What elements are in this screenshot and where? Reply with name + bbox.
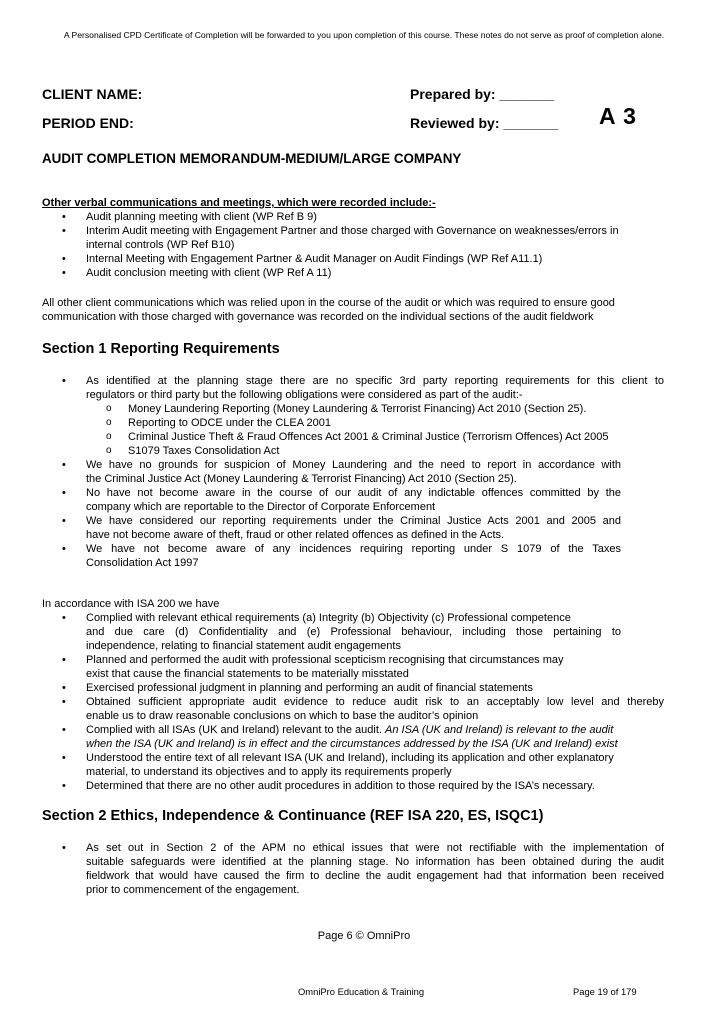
- bullet-icon: •: [62, 696, 66, 708]
- page-count: Page 19 of 179: [573, 986, 637, 997]
- bullet-icon: •: [62, 375, 66, 387]
- list-item: • Planned and performed the audit with professional scepticism recognising that circumstances may exist that cause the financial statements to be materially misstated: [62, 654, 564, 680]
- page-note: Page 6 © OmniPro: [317, 930, 411, 942]
- circle-bullet-icon: o: [106, 431, 112, 442]
- sub-list-item: o Money Laundering Reporting (Money Laundering & Terrorist Financing) Act 2010 (Section 25).: [106, 403, 587, 415]
- list-item: • Complied with all ISAs (UK and Ireland) relevant to the audit. An ISA (UK and Ireland) is relevant to the audit when the ISA (UK and Ireland) is in effect and the circumstances addressed by the ISA (UK and Ireland) exist: [62, 724, 618, 750]
- bullet-icon: •: [62, 682, 66, 694]
- client-name-label: CLIENT NAME:: [42, 86, 143, 102]
- list-item: • No have not become aware in the course of our audit of any indictable offences committed by the company which are reportable to the Director of Corporate Enforcement: [62, 487, 621, 513]
- circle-bullet-icon: o: [106, 445, 112, 456]
- list-item: • As set out in Section 2 of the APM no ethical issues that were not rectifiable with the implementation of suitable safeguards were identified at the planning stage. No information has been obtained during the audit fieldwork that would have caused the firm to decline the audit engagement had that information been received prior to commencement of the engagement.: [62, 842, 664, 896]
- bullet-icon: •: [62, 253, 66, 265]
- bullet-icon: •: [62, 211, 66, 223]
- prepared-by-label: Prepared by: _______: [410, 86, 554, 102]
- list-item: • Obtained sufficient appropriate audit evidence to reduce audit risk to an acceptably low level and thereby enable us to draw reasonable conclusions on which to base the auditor’s opinion: [62, 696, 664, 722]
- period-end-label: PERIOD END:: [42, 115, 134, 131]
- list-item: • Exercised professional judgment in planning and performing an audit of financial statements: [62, 682, 533, 694]
- list-item: • Determined that there are no other audit procedures in addition to those required by the ISA’s necessary.: [62, 780, 595, 792]
- bullet-icon: •: [62, 487, 66, 499]
- section-1-heading: Section 1 Reporting Requirements: [42, 341, 280, 357]
- section-2-heading: Section 2 Ethics, Independence & Continuance (REF ISA 220, ES, ISQC1): [42, 808, 544, 824]
- page-title: AUDIT COMPLETION MEMORANDUM-MEDIUM/LARGE COMPANY: [42, 151, 462, 166]
- communications-paragraph: All other client communications which was relied upon in the course of the audit or which was required to ensure good communication with those charged with governance was recorded on the individual sections of the audit fieldwork: [42, 297, 615, 323]
- list-item: • Internal Meeting with Engagement Partner & Audit Manager on Audit Findings (WP Ref A11.1): [62, 253, 543, 265]
- list-item: • Interim Audit meeting with Engagement Partner and those charged with Governance on weaknesses/errors in internal controls (WP Ref B10): [62, 225, 619, 251]
- working-paper-ref: A 3: [599, 103, 637, 129]
- isa-200-intro: In accordance with ISA 200 we have: [42, 598, 220, 610]
- sub-list-item: o Reporting to ODCE under the CLEA 2001: [106, 417, 332, 429]
- bullet-icon: •: [62, 225, 66, 237]
- bullet-icon: •: [62, 752, 66, 764]
- bullet-icon: •: [62, 612, 66, 624]
- list-item: • We have not become aware of any incidences requiring reporting under S 1079 of the Taxes Consolidation Act 1997: [62, 543, 621, 569]
- list-item: • We have no grounds for suspicion of Money Laundering and the need to report in accordance with the Criminal Justice Act (Money Laundering & Terrorist Financing) Act 2010 (Section 25).: [62, 459, 621, 485]
- list-item: • Understood the entire text of all relevant ISA (UK and Ireland), including its application and other explanatory material, to understand its objectives and to apply its requirements properly: [62, 752, 614, 778]
- publisher-footer: OmniPro Education & Training: [298, 986, 425, 997]
- list-item: • Complied with relevant ethical requirements (a) Integrity (b) Objectivity (c) Professional competence and due care (d) Confidentiality and (e) Professional behaviour, including those pertaining to independence, relating to financial statement audit engagements: [62, 612, 621, 652]
- sub-list-item: o Criminal Justice Theft & Fraud Offences Act 2001 & Criminal Justice (Terrorism Offences) Act 2005: [106, 431, 609, 443]
- bullet-icon: •: [62, 543, 66, 555]
- bullet-icon: •: [62, 267, 66, 279]
- reviewed-by-label: Reviewed by: _______: [410, 115, 558, 131]
- bullet-icon: •: [62, 654, 66, 666]
- list-item: • Audit planning meeting with client (WP Ref B 9): [62, 211, 317, 223]
- section-1-content: [42, 374, 664, 570]
- isa-200-section: [42, 597, 682, 793]
- circle-bullet-icon: o: [106, 403, 112, 414]
- bullet-icon: •: [62, 780, 66, 792]
- bullet-icon: •: [62, 724, 66, 736]
- list-item: • Audit conclusion meeting with client (WP Ref A 11): [62, 267, 332, 279]
- verbal-list: [42, 210, 692, 280]
- verbal-communications: [42, 196, 692, 210]
- cpd-banner: A Personalised CPD Certificate of Completion will be forwarded to you upon completion of this course. These notes do not serve as proof of completion alone.: [63, 30, 665, 40]
- list-item: • We have considered our reporting requirements under the Criminal Justice Acts 2001 and 2005 and have not become aware of theft, fraud or other related offences as defined in the Acts.: [62, 515, 621, 541]
- circle-bullet-icon: o: [106, 417, 112, 428]
- verbal-heading: Other verbal communications and meetings, which were recorded include:-: [42, 197, 436, 209]
- list-item: • As identified at the planning stage there are no specific 3rd party reporting requirements for this client to regulators or third party but the following obligations were considered as part of the audit:-: [62, 375, 664, 401]
- bullet-icon: •: [62, 459, 66, 471]
- bullet-icon: •: [62, 842, 66, 854]
- sub-list-item: o S1079 Taxes Consolidation Act: [106, 445, 280, 457]
- bullet-icon: •: [62, 515, 66, 527]
- section-2-content: [42, 841, 664, 897]
